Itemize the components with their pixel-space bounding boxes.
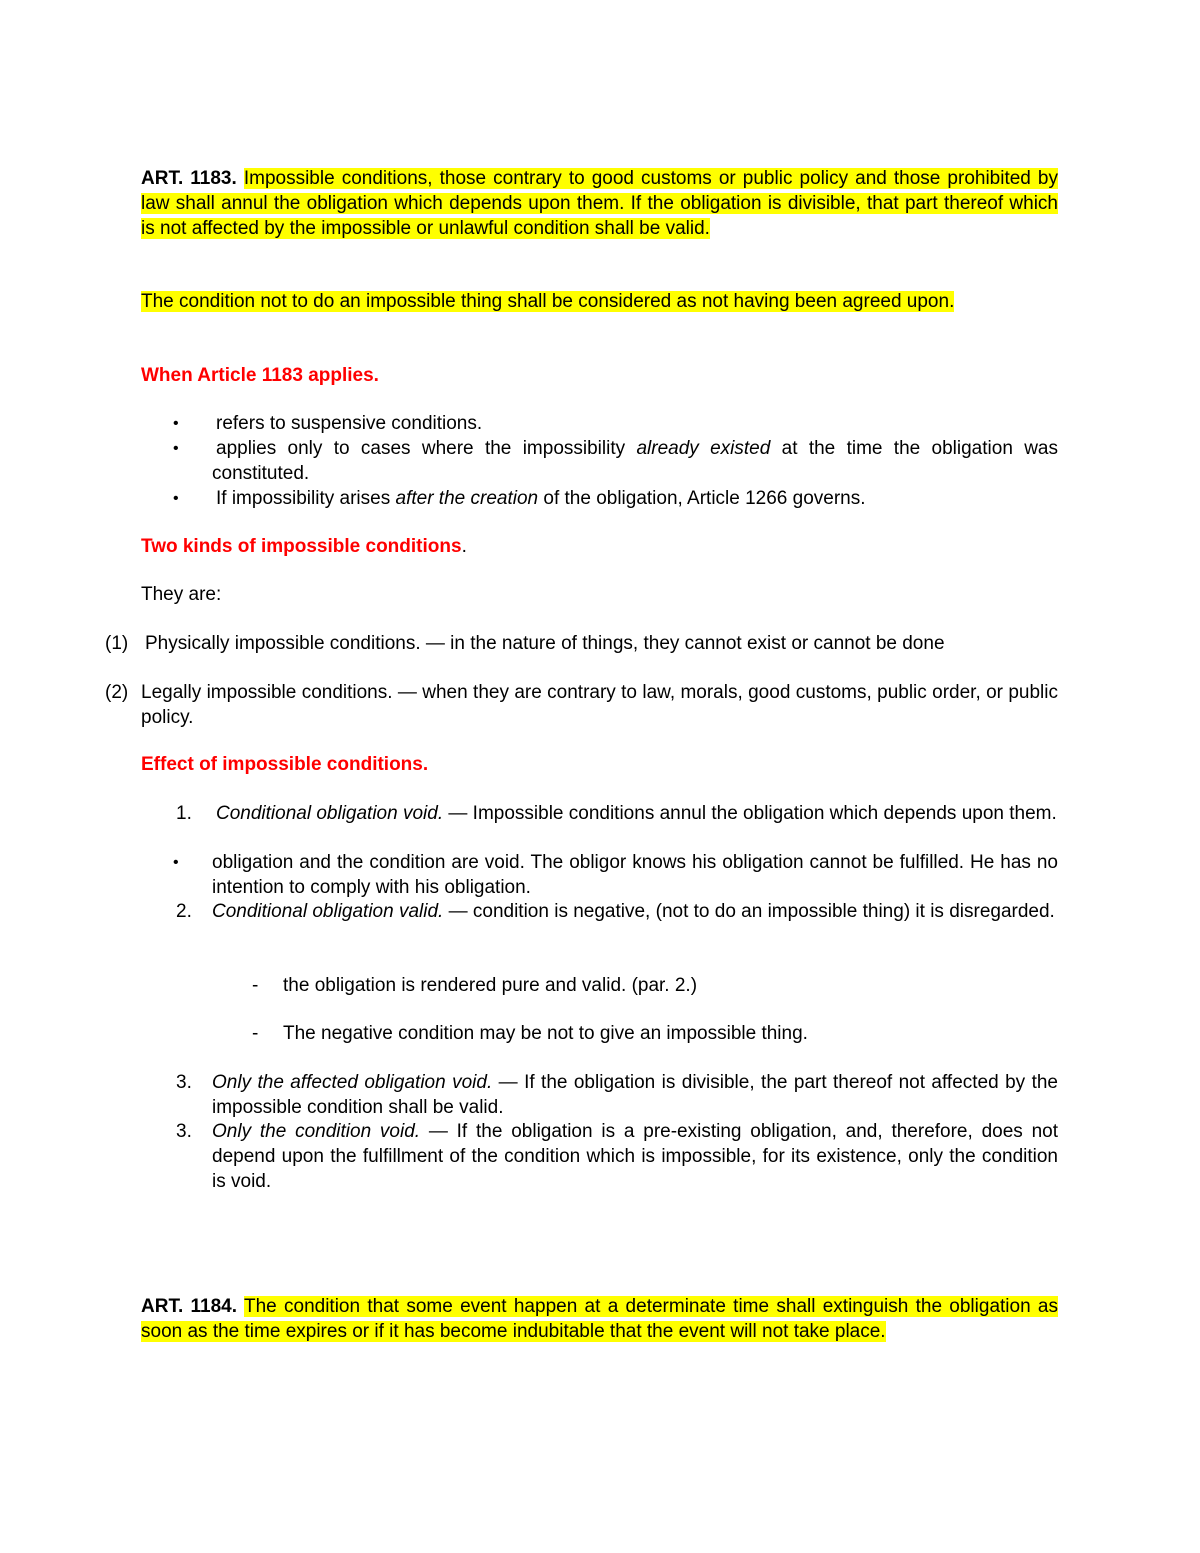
item-2-post: at the time the obligation was constituted.: [212, 438, 1059, 484]
effect-3-body: — If the obligation is divisible, the part thereof not affected by the impossible condition shall be valid.: [212, 1072, 1058, 1118]
effect-4-text: [212, 1119, 1058, 1194]
bullet-marker: •: [173, 440, 179, 457]
dash-marker: -: [252, 1023, 259, 1044]
art-1183-text: Impossible conditions, those contrary to good customs or public policy and those prohibited by law shall annul the obligation which depends upon them. If the obligation is divisible, that part thereof which is not affected by the impossible or unlawful condition shall be valid.: [141, 168, 1058, 239]
dash-marker: -: [252, 975, 259, 996]
effect-1-marker: 1.: [176, 803, 192, 824]
item-3-em: after the creation: [395, 488, 539, 509]
item-3-pre: If impossibility arises: [216, 488, 396, 509]
art-1183-paragraph: [141, 166, 1058, 241]
item-2-em: already existed: [636, 438, 771, 459]
bullet-marker: •: [173, 415, 179, 432]
art-1184-text: The condition that some event happen at a determinate time shall extinguish the obligation as soon as the time expires or if it has become indubitable that the event will not take place.: [141, 1296, 1059, 1342]
effect-1-text: [212, 801, 1058, 826]
art-1184-paragraph: [141, 1294, 1058, 1344]
item-2-pre: applies only to cases where the impossibility: [216, 438, 637, 459]
effect-2-dash-1: the obligation is rendered pure and valid. (par. 2.): [283, 975, 698, 996]
art-1184-label: ART. 1184.: [141, 1296, 238, 1317]
kind-2-marker: (2): [105, 682, 129, 703]
two-kinds-heading: [141, 534, 1058, 559]
two-kinds-heading-end: .: [461, 536, 467, 557]
bullet-marker: •: [173, 854, 179, 871]
kind-1-text: Physically impossible conditions. — in the nature of things, they cannot exist or cannot be done: [145, 633, 945, 654]
effect-heading: Effect of impossible conditions.: [141, 754, 429, 775]
effect-1-bullet-text: obligation and the condition are void. The obligor knows his obligation cannot be fulfilled. He has no intention to comply with his obligation.: [212, 852, 1058, 898]
when-applies-item-3: [212, 486, 1058, 511]
art-1183-par2-text: The condition not to do an impossible thing shall be considered as not having been agreed upon.: [141, 291, 955, 312]
art-1183-par2: [141, 289, 1058, 314]
effect-4-em: Only the condition void.: [212, 1121, 421, 1142]
effect-2-marker: 2.: [176, 901, 192, 922]
kind-1-marker: (1): [105, 633, 129, 654]
effect-1-em: Conditional obligation void.: [216, 803, 444, 824]
effect-3-marker: 3.: [176, 1072, 192, 1093]
effect-2-dash-2: The negative condition may be not to give an impossible thing.: [283, 1023, 808, 1044]
effect-4-body: — If the obligation is a pre-existing obligation, and, therefore, does not depend upon the fulfillment of the condition which is impossible, for its existence, only the condition is void.: [212, 1121, 1058, 1192]
art-1183-label: ART. 1183.: [141, 168, 237, 189]
effect-1-body: — Impossible conditions annul the obligation which depends upon them.: [443, 803, 1057, 824]
when-applies-heading: When Article 1183 applies.: [141, 365, 379, 386]
two-kinds-intro: They are:: [141, 584, 222, 605]
effect-3-text: [212, 1070, 1058, 1120]
two-kinds-heading-text: Two kinds of impossible conditions: [141, 536, 462, 557]
effect-2-body: — condition is negative, (not to do an impossible thing) it is disregarded.: [443, 901, 1055, 922]
effect-3-em: Only the affected obligation void.: [212, 1072, 493, 1093]
effect-2-em: Conditional obligation valid.: [212, 901, 444, 922]
effect-2-text: [212, 899, 1058, 924]
when-applies-item-1: refers to suspensive conditions.: [216, 413, 483, 434]
kind-2-text: Legally impossible conditions. — when they are contrary to law, morals, good customs, public order, or public policy.: [141, 682, 1058, 728]
bullet-marker: •: [173, 490, 179, 507]
when-applies-item-2: [212, 436, 1058, 486]
item-3-post: of the obligation, Article 1266 governs.: [538, 488, 866, 509]
effect-4-marker: 3.: [176, 1121, 192, 1142]
